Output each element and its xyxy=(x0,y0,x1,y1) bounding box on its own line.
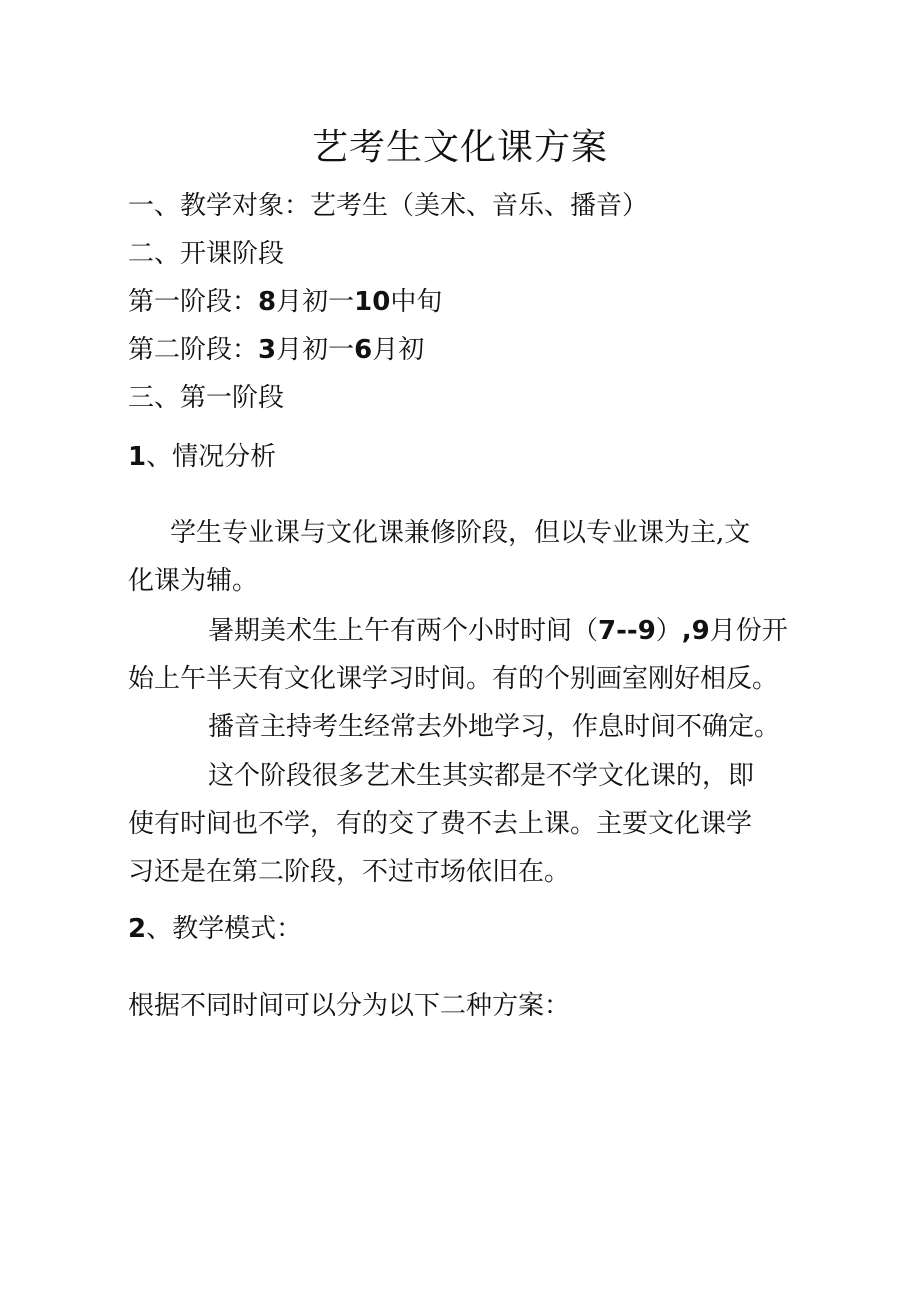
document-title: 艺考生文化课方案 xyxy=(311,127,608,168)
stage-one-end-month: 10 xyxy=(354,287,391,317)
plans-intro: 根据不同时间可以分为以下二种方案： xyxy=(128,991,571,1021)
stage-two-line xyxy=(128,334,424,366)
situation-analysis-heading xyxy=(128,441,276,473)
paragraph-2-part-b: ） xyxy=(655,616,682,646)
course-stage-heading: 二、开课阶段 xyxy=(128,239,285,269)
paragraph-2-line-1 xyxy=(208,615,788,647)
stage-one-line xyxy=(128,286,442,318)
paragraph-2-part-a: 暑期美术生上午有两个小时时间（ xyxy=(208,616,599,646)
stage-one-suffix: 中旬 xyxy=(390,287,443,317)
section-three-heading: 三、第一阶段 xyxy=(128,383,285,413)
stage-one-start-month: 8 xyxy=(258,287,277,317)
paragraph-4-line-2: 使有时间也不学，有的交了费不去上课。主要文化课学 xyxy=(128,809,753,839)
paragraph-4-line-1: 这个阶段很多艺术生其实都是不学文化课的，即 xyxy=(208,761,755,791)
stage-two-prefix: 第二阶段： xyxy=(128,335,259,365)
teaching-mode-number: 2 xyxy=(128,914,147,944)
paragraph-2-month: ,9 xyxy=(681,616,710,646)
stage-two-mid: 月初一 xyxy=(276,335,355,365)
stage-one-mid: 月初一 xyxy=(276,287,355,317)
situation-analysis-number: 1 xyxy=(128,442,147,472)
paragraph-2-line-2: 始上午半天有文化课学习时间。有的个别画室刚好相反。 xyxy=(128,664,779,694)
stage-two-suffix: 月初 xyxy=(372,335,425,365)
teaching-target-line: 一、教学对象：艺考生（美术、音乐、播音） xyxy=(128,191,649,221)
paragraph-2-time-range: 7--9 xyxy=(598,616,656,646)
paragraph-2-part-c: 月份开 xyxy=(709,616,788,646)
paragraph-1-line-1: 学生专业课与文化课兼修阶段，但以专业课为主,文 xyxy=(170,518,751,548)
paragraph-4-line-3: 习还是在第二阶段，不过市场依旧在。 xyxy=(128,857,571,887)
teaching-mode-text: 、教学模式： xyxy=(146,914,303,944)
paragraph-1-line-2: 化课为辅。 xyxy=(128,566,259,596)
stage-two-start-month: 3 xyxy=(258,335,277,365)
situation-analysis-text: 、情况分析 xyxy=(146,442,277,472)
stage-two-end-month: 6 xyxy=(354,335,373,365)
paragraph-3: 播音主持考生经常去外地学习，作息时间不确定。 xyxy=(208,712,781,742)
stage-one-prefix: 第一阶段： xyxy=(128,287,259,317)
teaching-mode-heading xyxy=(128,913,302,945)
